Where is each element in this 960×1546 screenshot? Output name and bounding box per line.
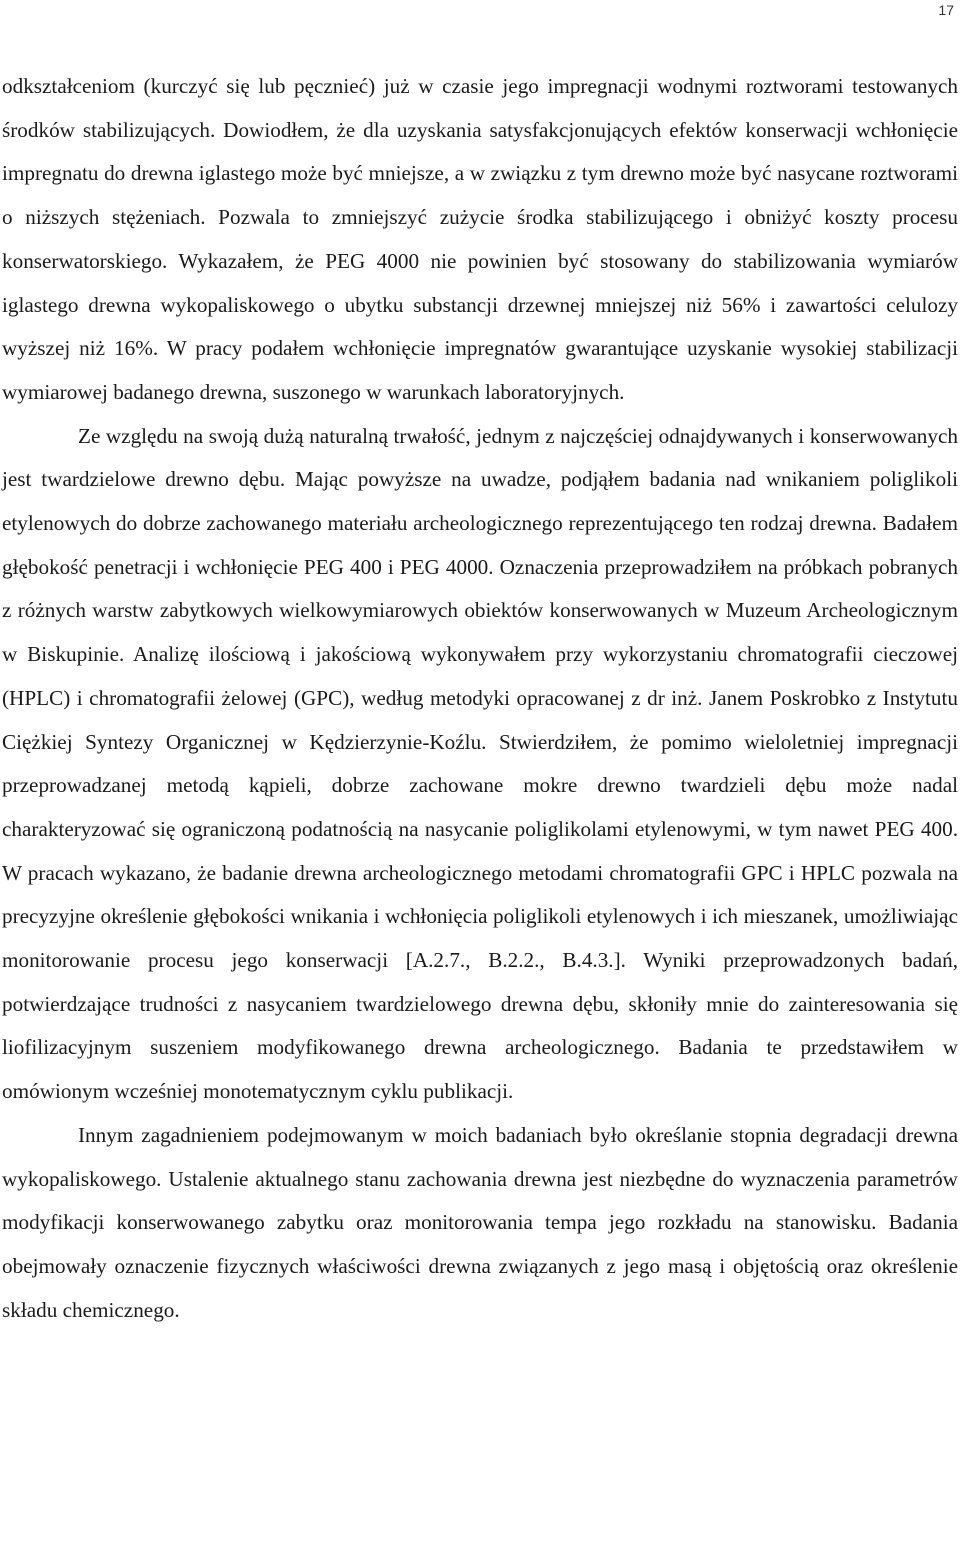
page-number: 17 — [938, 2, 954, 18]
paragraph-degradation: Innym zagadnieniem podejmowanym w moich badaniach było określanie stopnia degradacji drewna wykopaliskowego. Ustalenie aktualnego stanu zachowania drewna jest niezbędne do wyznaczenia parametrów modyfikacji konserwowanego zabytku oraz monitorowania tempa jego rozkładu na stanowisku. Badania obejmowały oznaczenie fizycznych właściwości drewna związanych z jego masą i objętością oraz określenie składu chemicznego. — [2, 1122, 958, 1322]
document-body — [2, 65, 958, 1332]
paragraph-oak-heartwood: Ze względu na swoją dużą naturalną trwałość, jednym z najczęściej odnajdywanych i konserwowanych jest twardzielowe drewno dębu. Mając powyższe na uwadze, podjąłem badania nad wnikaniem poliglikoli etylenowych do dobrze zachowanego materiału archeologicznego reprezentującego ten rodzaj drewna. Badałem głębokość penetracji i wchłonięcie PEG 400 i PEG 4000. Oznaczenia przeprowadziłem na próbkach pobranych z różnych warstw zabytkowych wielkowymiarowych obiektów konserwowanych w Muzeum Archeologicznym w Biskupinie. Analizę ilościową i jakościową wykonywałem przy wykorzystaniu chromatografii cieczowej (HPLC) i chromatografii żelowej (GPC), według metodyki opracowanej z dr inż. Janem Poskrobko z Instytutu Ciężkiej Syntezy Organicznej w Kędzierzynie-Koźlu. Stwierdziłem, że pomimo wieloletniej impregnacji przeprowadzanej metodą kąpieli, dobrze zachowane mokre drewno twardzieli dębu może nadal charakteryzować się ograniczoną podatnością na nasycanie poliglikolami etylenowymi, w tym nawet PEG 400. W pracach wykazano, że badanie drewna archeologicznego metodami chromatografii GPC i HPLC pozwala na precyzyjne określenie głębokości wnikania i wchłonięcia poliglikoli etylenowych i ich mieszanek, umożliwiając monitorowanie procesu jego konserwacji [A.2.7., B.2.2., B.4.3.]. Wyniki przeprowadzonych badań, potwierdzające trudności z nasycaniem twardzielowego drewna dębu, skłoniły mnie do zainteresowania się liofilizacyjnym suszeniem modyfikowanego drewna archeologicznego. Badania te przedstawiłem w omówionym wcześniej monotematycznym cyklu publikacji. — [2, 423, 958, 1104]
paragraph-continued: odkształceniom (kurczyć się lub pęcznieć) już w czasie jego impregnacji wodnymi roztworami testowanych środków stabilizujących. Dowiodłem, że dla uzyskania satysfakcjonujących efektów konserwacji wchłonięcie impregnatu do drewna iglastego może być mniejsze, a w związku z tym drewno może być nasycane roztworami o niższych stężeniach. Pozwala to zmniejszyć zużycie środka stabilizującego i obniżyć koszty procesu konserwatorskiego. Wykazałem, że PEG 4000 nie powinien być stosowany do stabilizowania wymiarów iglastego drewna wykopaliskowego o ubytku substancji drzewnej mniejszej niż 56% i zawartości celulozy wyższej niż 16%. W pracy podałem wchłonięcie impregnatów gwarantujące uzyskanie wysokiej stabilizacji wymiarowej badanego drewna, suszonego w warunkach laboratoryjnych. — [2, 74, 958, 404]
